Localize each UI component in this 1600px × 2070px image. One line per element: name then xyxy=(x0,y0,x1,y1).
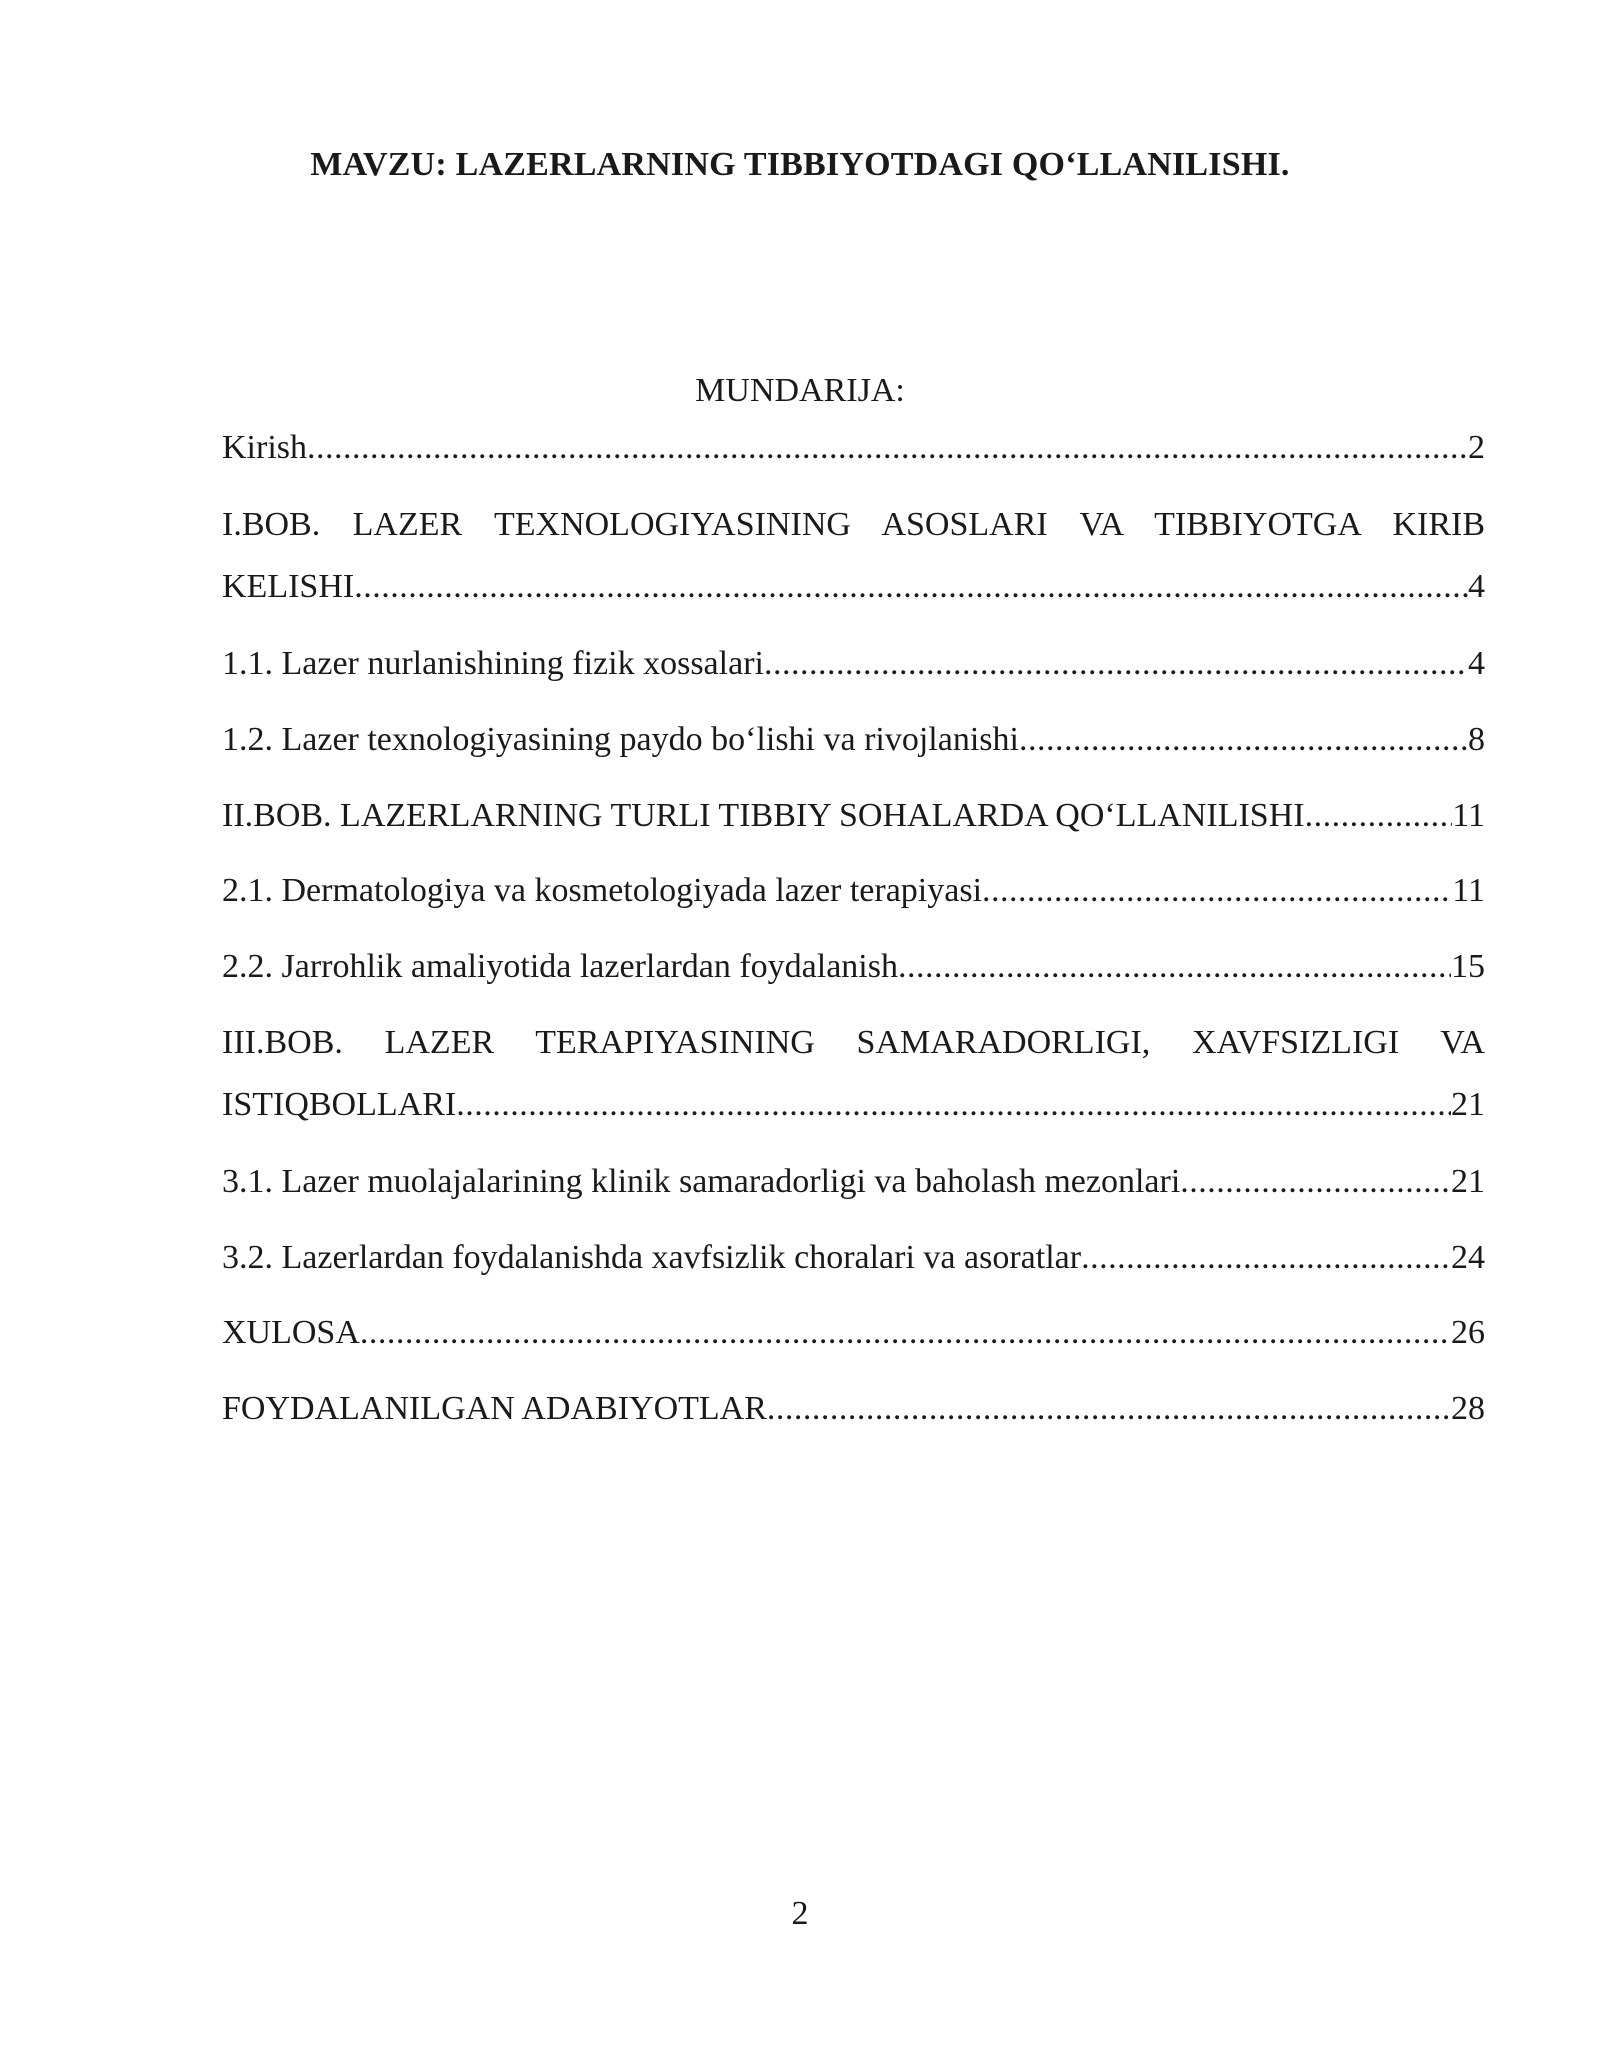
toc-entry-text: FOYDALANILGAN ADABIYOTLAR xyxy=(222,1390,767,1427)
toc-dot-leader xyxy=(1180,1162,1451,1202)
toc-entry-1-1[interactable] xyxy=(222,644,1485,684)
toc-dot-leader xyxy=(982,871,1452,911)
toc-dot-leader xyxy=(898,947,1451,987)
toc-entry-chapter-2[interactable] xyxy=(222,796,1485,836)
toc-entry-text: 2.2. Jarrohlik amaliyotida lazerlardan foydalanish xyxy=(222,948,898,985)
toc-entry-text: 1.1. Lazer nurlanishining fizik xossalari xyxy=(222,645,764,682)
toc-entry-text: XULOSA xyxy=(222,1314,360,1351)
toc-dot-leader xyxy=(767,1389,1451,1429)
toc-dot-leader xyxy=(764,644,1468,684)
toc-entry-xulosa[interactable] xyxy=(222,1313,1485,1353)
toc-entry-text: Kirish xyxy=(222,429,307,466)
toc-entry-text: II.BOB. LAZERLARNING TURLI TIBBIY SOHALARDA QO‘LLANILISHI xyxy=(222,797,1305,834)
toc-page-number: 15 xyxy=(1451,948,1485,985)
toc-entry-adabiyotlar[interactable] xyxy=(222,1389,1485,1429)
document-title: MAVZU: LAZERLARNING TIBBIYOTDAGI QO‘LLANILISHI. xyxy=(310,146,1290,183)
toc-entry-2-1[interactable] xyxy=(222,871,1485,911)
toc-dot-leader xyxy=(1081,1238,1451,1278)
toc-page-number: 28 xyxy=(1451,1390,1485,1427)
toc-entry-text: KELISHI xyxy=(222,568,355,605)
toc-entry-2-2[interactable] xyxy=(222,947,1485,987)
toc-page-number: 8 xyxy=(1468,721,1485,758)
toc-page-number: 11 xyxy=(1452,872,1485,909)
toc-entry-chapter-3[interactable] xyxy=(222,1023,1485,1125)
toc-page-number: 24 xyxy=(1451,1239,1485,1276)
toc-entry-chapter-1[interactable] xyxy=(222,505,1485,607)
toc-entry-kirish[interactable] xyxy=(222,428,1485,468)
toc-entry-text: 3.2. Lazerlardan foydalanishda xavfsizlik choralari va asoratlar xyxy=(222,1239,1082,1276)
toc-heading: MUNDARIJA: xyxy=(695,372,905,409)
toc-page-number: 21 xyxy=(1451,1163,1485,1200)
toc-entry-text: 2.1. Dermatologiya va kosmetologiyada lazer terapiyasi xyxy=(222,872,983,909)
toc-entry-3-1[interactable] xyxy=(222,1162,1485,1202)
toc-dot-leader xyxy=(354,567,1468,607)
table-of-contents xyxy=(222,0,1485,2070)
toc-entry-text-line1: III.BOB. LAZER TERAPIYASINING SAMARADORLIGI, XAVFSIZLIGI VA xyxy=(222,1024,1485,1061)
toc-dot-leader xyxy=(456,1085,1451,1125)
toc-entry-text-line1: I.BOB. LAZER TEXNOLOGIYASINING ASOSLARI VA TIBBIYOTGA KIRIB xyxy=(222,506,1485,543)
toc-page-number: 11 xyxy=(1452,797,1485,834)
toc-dot-leader xyxy=(307,428,1468,468)
toc-page-number: 21 xyxy=(1451,1086,1485,1123)
toc-dot-leader xyxy=(360,1313,1451,1353)
toc-entry-1-2[interactable] xyxy=(222,720,1485,760)
page-number: 2 xyxy=(791,1895,809,1932)
toc-page-number: 4 xyxy=(1468,645,1485,682)
toc-entry-text: 1.2. Lazer texnologiyasining paydo bo‘lishi va rivojlanishi xyxy=(222,721,1019,758)
toc-page-number: 4 xyxy=(1468,568,1485,605)
toc-entry-text: 3.1. Lazer muolajalarining klinik samaradorligi va baholash mezonlari xyxy=(222,1163,1181,1200)
toc-dot-leader xyxy=(1019,720,1468,760)
toc-page-number: 26 xyxy=(1451,1314,1485,1351)
toc-entry-3-2[interactable] xyxy=(222,1238,1485,1278)
toc-dot-leader xyxy=(1305,796,1453,836)
toc-entry-text: ISTIQBOLLARI xyxy=(222,1086,457,1123)
toc-page-number: 2 xyxy=(1468,429,1485,466)
